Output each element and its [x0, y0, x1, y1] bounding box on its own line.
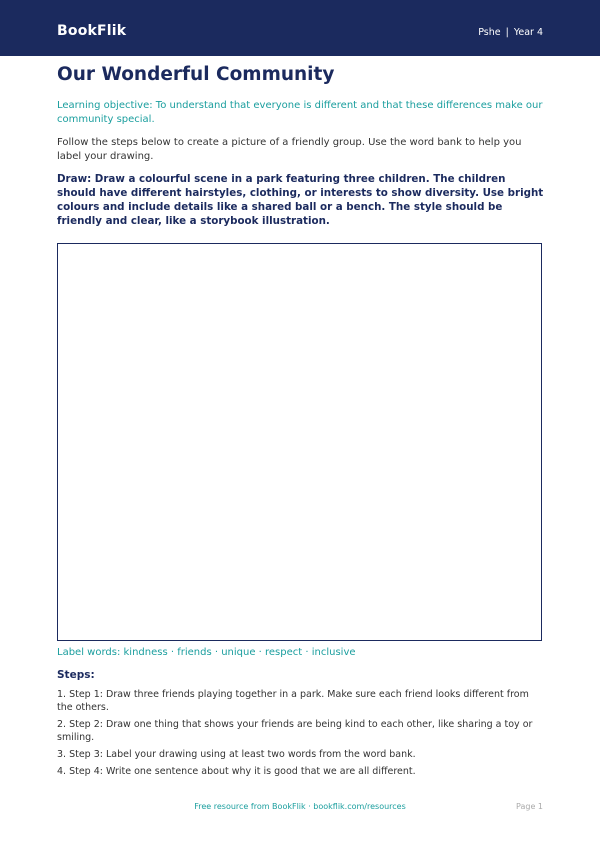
step-item: 2. Step 2: Draw one thing that shows your friends are being kind to each other, like sharing a toy or smiling. — [57, 719, 533, 743]
step-item: 4. Step 4: Write one sentence about why it is good that we are all different. — [57, 766, 416, 777]
footer-credit[interactable]: Free resource from BookFlik · bookflik.com/resources — [194, 802, 406, 811]
steps-list — [57, 688, 547, 782]
step-item: 3. Step 3: Label your drawing using at least two words from the word bank. — [57, 749, 416, 760]
header-bar — [0, 0, 600, 56]
page-title: Our Wonderful Community — [57, 64, 335, 85]
subject-label: Pshe — [478, 27, 501, 38]
year-label: Year 4 — [513, 27, 543, 38]
page-number: Page 1 — [516, 802, 543, 811]
draw-prompt: Draw: Draw a colourful scene in a park featuring three children. The children should have different hairstyles, clothing, or interests to show diversity. Use bright colours and include details like a shared ball or a bench. The style should be friendly and clear, like a storybook illustration. — [57, 173, 544, 227]
steps-heading: Steps: — [57, 669, 95, 681]
subject-year-label — [478, 27, 543, 38]
word-bank: Label words: kindness · friends · unique · respect · inclusive — [57, 647, 356, 658]
drawing-area[interactable] — [57, 243, 542, 641]
step-item: 1. Step 1: Draw three friends playing together in a park. Make sure each friend looks different from the others. — [57, 689, 529, 713]
brand-logo-text[interactable]: BookFlik — [57, 23, 127, 39]
meta-separator: | — [505, 27, 509, 38]
instructions-text: Follow the steps below to create a picture of a friendly group. Use the word bank to help you label your drawing. — [57, 137, 522, 162]
learning-objective: Learning objective: To understand that everyone is different and that these differences make our community special. — [57, 100, 543, 125]
